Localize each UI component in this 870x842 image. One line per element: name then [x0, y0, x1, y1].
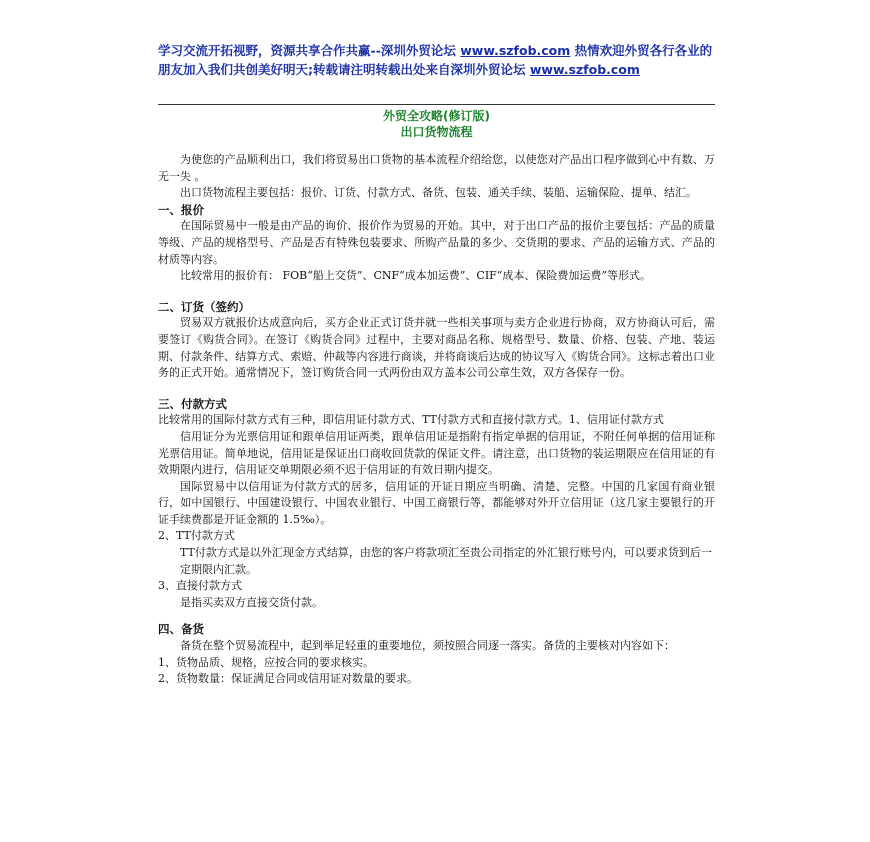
intro-paragraph-2: 出口货物流程主要包括：报价、订货、付款方式、备货、包装、通关手续、装船、运输保险、提单、结汇。 — [180, 186, 697, 200]
section-heading-stock: 四、备货 — [158, 622, 204, 637]
document-body — [158, 152, 715, 688]
document-subtitle: 出口货物流程 — [400, 125, 473, 139]
document-title: 外贸全攻略(修订版) — [383, 109, 490, 123]
payment-paragraph-3: 国际贸易中以信用证为付款方式的居多，信用证的开证日期应当明确、清楚、完整。中国的几家国有商业银行，如中国银行、中国建设银行、中国农业银行、中国工商银行等，都能够对外开立信用证（这几家主要银行的开证手续费都是开证金额的 1.5‰）。 — [158, 479, 715, 526]
stock-item-quantity: 2、货物数量：保证满足合同或信用证对数量的要求。 — [158, 672, 418, 686]
section-heading-payment: 三、付款方式 — [158, 396, 227, 411]
forum-link[interactable]: www.szfob.com — [460, 43, 571, 58]
payment-paragraph-1: 比较常用的国际付款方式有三种，即信用证付款方式、TT付款方式和直接付款方式。1、信用证付款方式 — [158, 413, 664, 427]
payment-paragraph-2: 信用证分为光票信用证和跟单信用证两类，跟单信用证是指附有指定单据的信用证，不附任何单据的信用证称光票信用证。简单地说，信用证是保证出口商收回货款的保证文件。请注意，出口货物的装运期限应在信用证的有效期限内进行，信用证交单期限必须不迟于信用证的有效日期内提交。 — [158, 429, 715, 477]
payment-item-direct: 3、直接付款方式 — [158, 579, 242, 593]
quotation-paragraph-2: 比较常用的报价有： FOB“船上交货”、CNF“成本加运费”、CIF“成本、保险费加运费”等形式。 — [180, 269, 652, 283]
stock-item-quality: 1、货物品质、规格，应按合同的要求核实。 — [158, 655, 374, 669]
intro-paragraph-1: 为使您的产品顺利出口，我们将贸易出口货物的基本流程介绍给您，以使您对产品出口程序做到心中有数、万无一失 。 — [158, 153, 715, 183]
payment-item-tt: 2、TT付款方式 — [158, 529, 235, 543]
stock-paragraph: 备货在整个贸易流程中，起到举足轻重的重要地位，须按照合同逐一落实。备货的主要核对内容如下： — [180, 639, 675, 653]
forum-link-2[interactable]: www.szfob.com — [529, 62, 640, 77]
section-heading-quotation: 一、报价 — [158, 202, 204, 217]
spacer — [158, 285, 715, 299]
order-paragraph: 贸易双方就报价达成意向后，买方企业正式订货并就一些相关事项与卖方企业进行协商，双方协商认可后，需要签订《购货合同》。在签订《购货合同》过程中，主要对商品名称、规格型号、数量、价格、包装、产地、装运期、付款条件、结算方式、索赔、仲裁等内容进行商谈，并将商谈后达成的协议写入《购货合同》。这标志着出口业务的正式开始。通常情况下，签订购货合同一式两份由双方盖本公司公章生效，双方各保存一份。 — [158, 316, 715, 380]
spacer — [158, 611, 715, 621]
section-heading-order: 二、订货（签约） — [158, 299, 250, 314]
payment-item-direct-text: 是指买卖双方直接交货付款。 — [180, 595, 323, 609]
header-divider — [158, 104, 715, 105]
spacer — [158, 382, 715, 396]
quotation-paragraph-1: 在国际贸易中一般是由产品的询价、报价作为贸易的开始。其中，对于出口产品的报价主要包括：产品的质量等级、产品的规格型号、产品是否有特殊包装要求、所购产品量的多少、交货期的要求、产品的运输方式、产品的材质等内容。 — [158, 219, 715, 266]
header-notice — [158, 41, 718, 79]
payment-item-tt-text: TT付款方式是以外汇现金方式结算，由您的客户将款项汇至贵公司指定的外汇银行账号内，可以要求货到后一定期限内汇款。 — [180, 546, 712, 576]
header-notice-text-2: 热情欢迎外贸各行各业的朋友加入我们共创美好明天;转载请注明转载出处来自深圳外贸论坛 — [158, 43, 713, 77]
header-notice-text: 学习交流开拓视野，资源共享合作共赢--深圳外贸论坛 — [158, 43, 461, 58]
